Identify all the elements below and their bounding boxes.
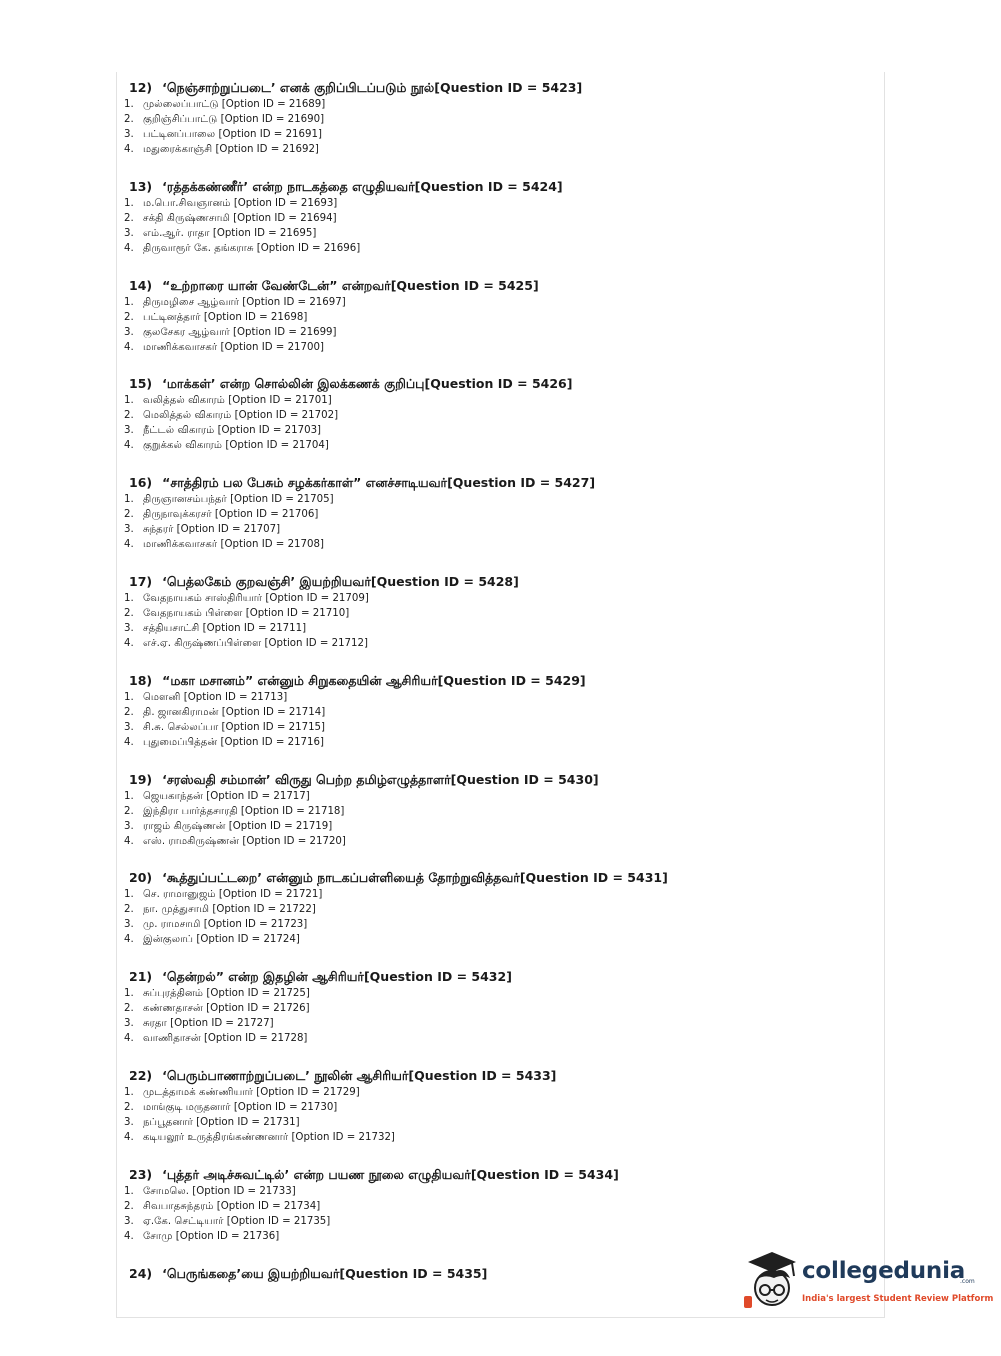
option-text: சோமலெ. [Option ID = 21733] [143, 1186, 296, 1197]
option-number: 3. [124, 228, 134, 239]
option-number: 1. [124, 791, 134, 802]
option-number: 3. [124, 821, 134, 832]
option-item [124, 636, 864, 651]
option-text: தி. ஜானகிராமன் [Option ID = 21714] [143, 707, 326, 718]
option-text: எஸ். ராமகிருஷ்ணன் [Option ID = 21720] [143, 836, 346, 847]
question-block [124, 672, 864, 750]
option-item [124, 340, 864, 355]
question-number: 14) [129, 278, 153, 293]
option-text: வேதநாயகம் சாஸ்திரியார் [Option ID = 21709] [143, 593, 369, 604]
option-item [124, 1085, 864, 1100]
logo-tagline: India's largest Student Review Platform [802, 1294, 994, 1304]
option-number: 4. [124, 243, 134, 254]
option-item [124, 606, 864, 621]
option-text: மெலித்தல் விகாரம் [Option ID = 21702] [143, 410, 339, 421]
question-number: 18) [129, 673, 153, 688]
option-item [124, 226, 864, 241]
option-item [124, 1184, 864, 1199]
option-number: 2. [124, 1003, 134, 1014]
question-title [129, 1067, 864, 1085]
question-title [129, 375, 864, 393]
option-text: திருமழிசை ஆழ்வார் [Option ID = 21697] [143, 297, 346, 308]
option-number: 3. [124, 722, 134, 733]
option-text: கண்ணதாசன் [Option ID = 21726] [143, 1003, 310, 1014]
option-text: ஜெயகாந்தன் [Option ID = 21717] [143, 791, 310, 802]
option-item [124, 834, 864, 849]
option-number: 2. [124, 707, 134, 718]
option-text: சி.சு. செல்லப்பா [Option ID = 21715] [143, 722, 326, 733]
option-item [124, 690, 864, 705]
question-title [129, 79, 864, 97]
option-text: வேதநாயகம் பிள்ளை [Option ID = 21710] [143, 608, 350, 619]
question-block [124, 869, 864, 947]
question-number: 17) [129, 574, 153, 589]
question-text: “சாத்திரம் பல பேசும் சழக்கர்காள்” எனச்சாடியவர்[Question ID = 5427] [162, 475, 596, 490]
option-text: மாணிக்கவாசகர் [Option ID = 21708] [143, 539, 324, 550]
question-text: ‘பெத்லகேம் குறவஞ்சி’ இயற்றியவர்[Question ID = 5428] [162, 574, 519, 589]
option-item [124, 917, 864, 932]
option-text: செ. ராமானுஜம் [Option ID = 21721] [143, 889, 323, 900]
question-number: 21) [129, 969, 153, 984]
option-item [124, 1016, 864, 1031]
option-item [124, 902, 864, 917]
option-item [124, 522, 864, 537]
question-block [124, 277, 864, 355]
question-text: ‘பெரும்பாணாற்றுப்படை’ நூலின் ஆசிரியர்[Question ID = 5433] [162, 1068, 557, 1083]
option-number: 1. [124, 395, 134, 406]
option-number: 3. [124, 327, 134, 338]
option-number: 4. [124, 1132, 134, 1143]
option-number: 1. [124, 494, 134, 505]
option-text: மதுரைக்காஞ்சி [Option ID = 21692] [143, 144, 319, 155]
question-text: ‘கூத்துப்பட்டறை’ என்னும் நாடகப்பள்ளியைத் தோற்றுவித்தவர்[Question ID = 5431] [162, 870, 668, 885]
option-item [124, 295, 864, 310]
option-number: 3. [124, 623, 134, 634]
option-item [124, 1229, 864, 1244]
option-text: கடியலூர் உருத்திரங்கண்ணனார் [Option ID = 21732] [143, 1132, 395, 1143]
option-text: நப்பூதனார் [Option ID = 21731] [143, 1117, 300, 1128]
option-number: 3. [124, 1117, 134, 1128]
option-text: பட்டினத்தார் [Option ID = 21698] [143, 312, 308, 323]
option-text: திருஞானசம்பந்தர் [Option ID = 21705] [143, 494, 334, 505]
option-number: 3. [124, 129, 134, 140]
option-text: மாங்குடி மருதனார் [Option ID = 21730] [143, 1102, 338, 1113]
option-item [124, 735, 864, 750]
option-number: 4. [124, 1033, 134, 1044]
option-item [124, 325, 864, 340]
option-text: சுப்புரத்தினம் [Option ID = 21725] [143, 988, 310, 999]
question-title [129, 968, 864, 986]
option-text: பட்டினப்பாலை [Option ID = 21691] [143, 129, 322, 140]
question-block [124, 573, 864, 651]
option-number: 4. [124, 934, 134, 945]
option-text: குலசேகர ஆழ்வார் [Option ID = 21699] [143, 327, 337, 338]
option-number: 2. [124, 213, 134, 224]
question-block [124, 178, 864, 256]
option-number: 4. [124, 539, 134, 550]
question-number: 13) [129, 179, 153, 194]
option-number: 4. [124, 342, 134, 353]
question-title [129, 672, 864, 690]
option-number: 3. [124, 919, 134, 930]
option-text: ஏ.கே. செட்டியார் [Option ID = 21735] [143, 1216, 331, 1227]
option-item [124, 310, 864, 325]
option-text: எச்.ஏ. கிருஷ்ணப்பிள்ளை [Option ID = 21712] [143, 638, 368, 649]
logo-wordmark: collegedunia [802, 1258, 966, 1284]
collegedunia-logo [738, 1250, 994, 1318]
option-number: 2. [124, 806, 134, 817]
question-title [129, 178, 864, 196]
option-number: 1. [124, 198, 134, 209]
option-number: 3. [124, 425, 134, 436]
option-text: சக்தி கிருஷ்ணசாமி [Option ID = 21694] [143, 213, 337, 224]
option-item [124, 241, 864, 256]
option-item [124, 1100, 864, 1115]
option-text: எம்.ஆர். ராதா [Option ID = 21695] [143, 228, 317, 239]
option-item [124, 507, 864, 522]
question-text: ‘நெஞ்சாற்றுப்படை’ எனக் குறிப்பிடப்படும் நூல்[Question ID = 5423] [162, 80, 583, 95]
option-text: நீட்டல் விகாரம் [Option ID = 21703] [143, 425, 322, 436]
question-block [124, 1067, 864, 1145]
option-item [124, 97, 864, 112]
question-block [124, 474, 864, 552]
option-number: 4. [124, 638, 134, 649]
option-text: குறுக்கல் விகாரம் [Option ID = 21704] [143, 440, 329, 451]
question-text: ‘தென்றல்” என்ற இதழின் ஆசிரியர்[Question ID = 5432] [162, 969, 512, 984]
option-text: சுந்தரர் [Option ID = 21707] [143, 524, 281, 535]
option-number: 1. [124, 1087, 134, 1098]
option-text: முடத்தாமக் கண்ணியார் [Option ID = 21729] [143, 1087, 360, 1098]
question-title [129, 869, 864, 887]
option-item [124, 492, 864, 507]
option-number: 2. [124, 904, 134, 915]
option-item [124, 591, 864, 606]
option-text: வலித்தல் விகாரம் [Option ID = 21701] [143, 395, 332, 406]
option-number: 3. [124, 1216, 134, 1227]
option-number: 2. [124, 1201, 134, 1212]
mascot-icon [738, 1250, 802, 1318]
question-text: ‘பெருங்கதை’யை இயற்றியவர்[Question ID = 5435] [162, 1266, 488, 1281]
option-number: 2. [124, 1102, 134, 1113]
question-title [129, 277, 864, 295]
question-text: “மகா மசானம்” என்னும் சிறுகதையின் ஆசிரியர்[Question ID = 5429] [162, 673, 586, 688]
option-number: 1. [124, 692, 134, 703]
option-item [124, 887, 864, 902]
option-number: 4. [124, 440, 134, 451]
option-text: புதுமைப்பித்தன் [Option ID = 21716] [143, 737, 324, 748]
logo-dotcom: .com [960, 1278, 975, 1285]
option-item [124, 789, 864, 804]
option-text: திருநாவுக்கரசர் [Option ID = 21706] [143, 509, 319, 520]
option-item [124, 986, 864, 1001]
question-number: 19) [129, 772, 153, 787]
question-number: 23) [129, 1167, 153, 1182]
option-item [124, 408, 864, 423]
option-item [124, 142, 864, 157]
question-text: “உற்றாரை யான் வேண்டேன்” என்றவர்[Question ID = 5425] [162, 278, 539, 293]
question-title [129, 1166, 864, 1184]
question-text: ‘மாக்கள்’ என்ற சொல்லின் இலக்கணக் குறிப்பு[Question ID = 5426] [162, 376, 573, 391]
question-number: 12) [129, 80, 153, 95]
question-title [129, 771, 864, 789]
question-number: 22) [129, 1068, 153, 1083]
option-item [124, 1031, 864, 1046]
question-block [124, 375, 864, 453]
question-text: ‘ரத்தக்கண்ணீர்’ என்ற நாடகத்தை எழுதியவர்[Question ID = 5424] [162, 179, 563, 194]
option-text: நா. முத்துசாமி [Option ID = 21722] [143, 904, 316, 915]
option-number: 4. [124, 144, 134, 155]
option-item [124, 423, 864, 438]
option-item [124, 127, 864, 142]
question-title [129, 573, 864, 591]
option-text: சிவபாதசுந்தரம் [Option ID = 21734] [143, 1201, 321, 1212]
page-border-right [884, 72, 885, 1317]
option-text: குறிஞ்சிப்பாட்டு [Option ID = 21690] [143, 114, 325, 125]
option-number: 3. [124, 524, 134, 535]
option-text: மௌனி [Option ID = 21713] [143, 692, 288, 703]
option-number: 4. [124, 1231, 134, 1242]
option-item [124, 804, 864, 819]
option-number: 2. [124, 312, 134, 323]
option-item [124, 112, 864, 127]
option-text: இன்குலாப் [Option ID = 21724] [143, 934, 300, 945]
option-item [124, 720, 864, 735]
option-item [124, 393, 864, 408]
question-number: 16) [129, 475, 153, 490]
option-item [124, 537, 864, 552]
option-text: சத்தியசாட்சி [Option ID = 21711] [143, 623, 307, 634]
option-number: 2. [124, 509, 134, 520]
option-text: மாணிக்கவாசகர் [Option ID = 21700] [143, 342, 324, 353]
option-item [124, 1115, 864, 1130]
option-number: 1. [124, 889, 134, 900]
option-item [124, 1001, 864, 1016]
option-item [124, 1199, 864, 1214]
option-number: 2. [124, 608, 134, 619]
option-text: சோமு [Option ID = 21736] [143, 1231, 280, 1242]
option-number: 1. [124, 99, 134, 110]
option-item [124, 438, 864, 453]
option-number: 3. [124, 1018, 134, 1029]
option-text: முல்லைப்பாட்டு [Option ID = 21689] [143, 99, 326, 110]
option-text: திருவாரூர் கே. தங்கராசு [Option ID = 21696] [143, 243, 361, 254]
question-block [124, 1166, 864, 1244]
option-number: 4. [124, 836, 134, 847]
option-text: இந்திரா பார்த்தசாரதி [Option ID = 21718] [143, 806, 345, 817]
question-block [124, 968, 864, 1046]
option-number: 4. [124, 737, 134, 748]
option-number: 2. [124, 114, 134, 125]
option-item [124, 211, 864, 226]
option-number: 1. [124, 988, 134, 999]
question-title [129, 474, 864, 492]
option-text: மு. ராமசாமி [Option ID = 21723] [143, 919, 308, 930]
option-text: வாணிதாசன் [Option ID = 21728] [143, 1033, 308, 1044]
option-number: 1. [124, 593, 134, 604]
option-item [124, 1214, 864, 1229]
option-number: 1. [124, 1186, 134, 1197]
question-number: 15) [129, 376, 153, 391]
option-item [124, 1130, 864, 1145]
page-border-left [116, 72, 117, 1317]
question-block [124, 79, 864, 157]
question-number: 24) [129, 1266, 153, 1281]
question-number: 20) [129, 870, 153, 885]
option-item [124, 932, 864, 947]
option-number: 1. [124, 297, 134, 308]
question-block [124, 771, 864, 849]
option-text: ராஜம் கிருஷ்ணன் [Option ID = 21719] [143, 821, 333, 832]
option-number: 2. [124, 410, 134, 421]
option-item [124, 705, 864, 720]
option-text: ம.பொ.சிவஞானம் [Option ID = 21693] [143, 198, 338, 209]
option-item [124, 621, 864, 636]
option-item [124, 819, 864, 834]
option-item [124, 196, 864, 211]
option-text: சுரதா [Option ID = 21727] [143, 1018, 274, 1029]
question-text: ‘சரஸ்வதி சம்மான்’ விருது பெற்ற தமிழ்எழுத்தாளர்[Question ID = 5430] [162, 772, 599, 787]
question-text: ‘புத்தர் அடிச்சுவட்டில்’ என்ற பயண நூலை எழுதியவர்[Question ID = 5434] [162, 1167, 619, 1182]
